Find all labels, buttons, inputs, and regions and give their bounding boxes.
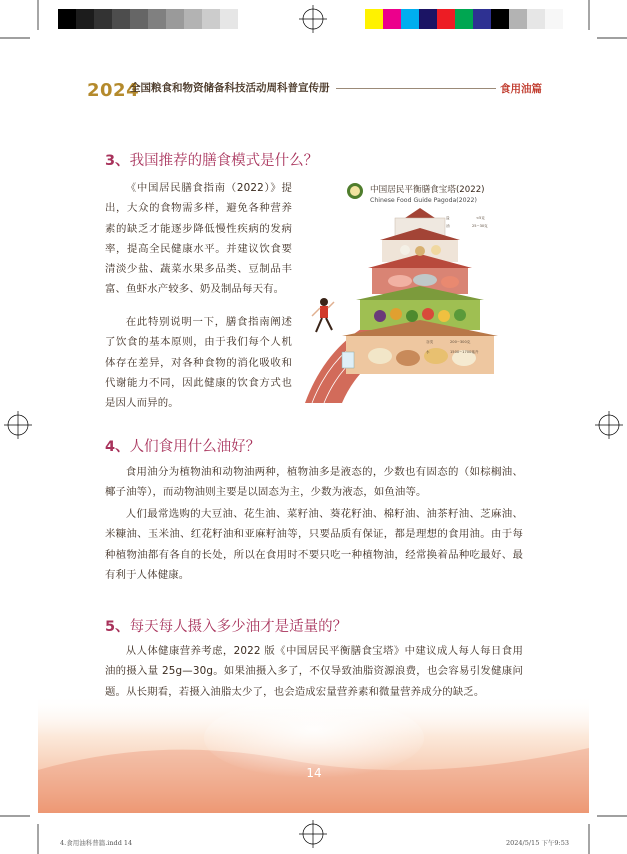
pagoda-label: 1500~1700毫升	[450, 350, 479, 354]
slug-filename: 4.食用油科普篇.indd 14	[60, 839, 133, 847]
paragraph: 在此特别说明一下，膳食指南阐述了饮食的基本原则，由于我们每个人机体存在差异，对各种食物的消化吸收和代谢能力不同，因此健康的饮食方式也是因人而异的。	[105, 316, 292, 410]
header-title: 全国粮食和物资储备科技活动周科普宣传册	[130, 82, 330, 94]
page-number: 14	[306, 766, 322, 780]
pagoda-subtitle: Chinese Food Guide Pagoda(2022)	[370, 197, 477, 204]
pagoda-label: 25~30克	[472, 224, 488, 228]
pagoda-label: 油	[446, 224, 450, 228]
section-heading-text: 每天每人摄入多少油才是适量的？	[129, 619, 348, 635]
section-heading-text: 人们食用什么油好？	[129, 439, 261, 455]
section-heading	[105, 149, 318, 170]
paragraph: 从人体健康营养考虑，2022 版《中国居民平衡膳食宝塔》中建议成人每人每日食用油的摄入量 25g—30g。如果油摄入多了，不仅导致油脂资源浪费，也会容易引发健康问题。从长期看，若摄入油脂太少了，也会造成宏量营养素和微量营养成分的缺乏。	[105, 645, 523, 698]
header-section-label: 食用油篇	[500, 83, 542, 95]
pagoda-title: 中国居民平衡膳食宝塔(2022)	[370, 185, 485, 195]
paragraph: 《中国居民膳食指南（2022）》提出，大众的食物需多样，避免各种营养素的缺乏才能逐步降低慢性疾病的发病率，提高全民健康水平。并建议饮食要清淡少盐、蔬菜水果多品类、豆制品丰富、鱼虾水产较多、奶及制品每天有。	[105, 182, 292, 296]
header-rule	[336, 88, 496, 89]
section-heading	[105, 435, 260, 456]
header-year: 2024	[87, 80, 140, 101]
pagoda-label: 200~300克	[450, 340, 471, 344]
section-number: 4、	[105, 439, 130, 455]
section-number: 3、	[105, 153, 130, 169]
section-heading	[105, 615, 347, 636]
section-heading-text: 我国推荐的膳食模式是什么？	[129, 153, 319, 169]
pagoda-label: 盐	[446, 216, 450, 220]
section-number: 5、	[105, 619, 130, 635]
pagoda-label: <5克	[476, 216, 485, 220]
paragraph: 人们最常选购的大豆油、花生油、菜籽油、葵花籽油、棉籽油、油茶籽油、芝麻油、米糠油、玉米油、红花籽油和亚麻籽油等，只要品质有保证，都是理想的食用油。由于每种植物油都有各自的长处，所以在食用时不要只吃一种植物油，经常换着品种吃最好、最有利于人体健康。	[105, 508, 523, 581]
slug-datetime: 2024/5/15 下午9:53	[506, 839, 569, 847]
pagoda-label: 水	[426, 350, 430, 354]
paragraph: 食用油分为植物油和动物油两种，植物油多是液态的，少数也有固态的（如棕榈油、椰子油等），而动物油则主要是以固态为主，少数为液态，如鱼油等。	[105, 466, 523, 499]
food-pagoda-illustration	[300, 178, 532, 406]
pagoda-label: 谷类	[426, 340, 434, 344]
